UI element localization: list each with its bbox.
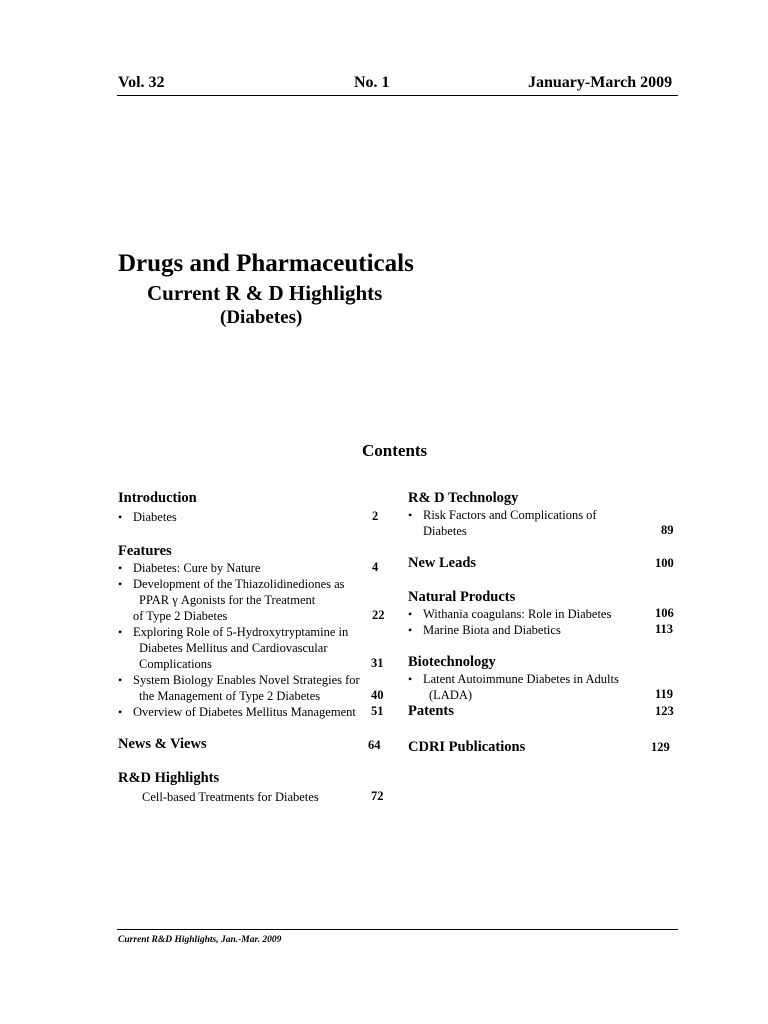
toc-item-thiazolidinediones[interactable]: Development of the Thiazolidinediones as bbox=[133, 577, 345, 591]
page-number: 123 bbox=[655, 704, 674, 718]
page-topic: (Diabetes) bbox=[220, 307, 303, 328]
section-rd-highlights[interactable]: R&D Highlights bbox=[118, 770, 220, 786]
toc-item-hydroxytryptamine[interactable]: Exploring Role of 5-Hydroxytryptamine in bbox=[133, 625, 349, 639]
page-number: 113 bbox=[655, 622, 674, 636]
bullet-icon: • bbox=[118, 561, 123, 575]
section-news-views[interactable]: News & Views bbox=[118, 736, 207, 752]
bullet-icon: • bbox=[408, 672, 413, 686]
page-number: 119 bbox=[655, 687, 674, 701]
page-number: 40 bbox=[371, 688, 384, 702]
toc-item-risk-factors-line2: Diabetes bbox=[423, 524, 467, 538]
page-number: 89 bbox=[661, 523, 674, 537]
section-patents[interactable]: Patents bbox=[408, 703, 454, 719]
volume-label: Vol. 32 bbox=[118, 74, 165, 91]
toc-item-diabetes[interactable]: Diabetes bbox=[133, 510, 177, 524]
toc-item-thiazolidinediones-line3: of Type 2 Diabetes bbox=[133, 609, 228, 623]
page-number: 22 bbox=[372, 608, 385, 622]
page-title: Drugs and Pharmaceuticals bbox=[118, 250, 414, 277]
section-biotechnology[interactable]: Biotechnology bbox=[408, 654, 496, 670]
page-number: 2 bbox=[372, 509, 379, 523]
page-number: 100 bbox=[655, 556, 674, 570]
issue-number: No. 1 bbox=[354, 74, 390, 91]
section-features[interactable]: Features bbox=[118, 543, 172, 559]
toc-item-cure-by-nature[interactable]: Diabetes: Cure by Nature bbox=[133, 561, 261, 575]
toc-item-system-biology[interactable]: System Biology Enables Novel Strategies for bbox=[133, 673, 360, 687]
toc-item-cell-based[interactable]: Cell-based Treatments for Diabetes bbox=[142, 790, 319, 804]
bullet-icon: • bbox=[408, 508, 413, 522]
page-number: 31 bbox=[371, 656, 384, 670]
header-rule bbox=[117, 95, 678, 96]
toc-item-system-biology-line2: the Management of Type 2 Diabetes bbox=[139, 689, 321, 703]
page-number: 51 bbox=[371, 704, 384, 718]
page-number: 72 bbox=[371, 789, 384, 803]
section-introduction[interactable]: Introduction bbox=[118, 490, 197, 506]
page-number: 106 bbox=[655, 606, 674, 620]
page-footer: Current R&D Highlights, Jan.-Mar. 2009 bbox=[118, 935, 282, 945]
section-cdri-publications[interactable]: CDRI Publications bbox=[408, 739, 526, 755]
section-rd-technology[interactable]: R& D Technology bbox=[408, 490, 519, 506]
toc-item-marine-biota[interactable]: Marine Biota and Diabetics bbox=[423, 623, 561, 637]
section-natural-products[interactable]: Natural Products bbox=[408, 589, 516, 605]
bullet-icon: • bbox=[118, 705, 123, 719]
toc-item-overview[interactable]: Overview of Diabetes Mellitus Management bbox=[133, 705, 356, 719]
section-new-leads[interactable]: New Leads bbox=[408, 555, 477, 571]
bullet-icon: • bbox=[408, 623, 413, 637]
toc-item-hydroxytryptamine-line3: Complications bbox=[139, 657, 212, 671]
page-number: 129 bbox=[651, 740, 670, 754]
page-number: 64 bbox=[368, 738, 381, 752]
toc-item-withania[interactable]: Withania coagulans: Role in Diabetes bbox=[423, 607, 612, 621]
contents-heading: Contents bbox=[362, 441, 428, 460]
bullet-icon: • bbox=[408, 607, 413, 621]
bullet-icon: • bbox=[118, 673, 123, 687]
toc-item-risk-factors[interactable]: Risk Factors and Complications of bbox=[423, 508, 597, 522]
page-number: 4 bbox=[372, 560, 379, 574]
bullet-icon: • bbox=[118, 625, 123, 639]
toc-item-hydroxytryptamine-line2: Diabetes Mellitus and Cardiovascular bbox=[139, 641, 328, 655]
bullet-icon: • bbox=[118, 577, 123, 591]
toc-item-thiazolidinediones-line2: PPAR γ Agonists for the Treatment bbox=[139, 593, 316, 607]
toc-item-lada-line2: (LADA) bbox=[429, 688, 473, 702]
page-subtitle: Current R & D Highlights bbox=[147, 281, 383, 305]
bullet-icon: • bbox=[118, 510, 123, 524]
footer-rule bbox=[117, 929, 678, 930]
toc-item-lada[interactable]: Latent Autoimmune Diabetes in Adults bbox=[423, 672, 619, 686]
issue-date: January-March 2009 bbox=[528, 74, 673, 91]
